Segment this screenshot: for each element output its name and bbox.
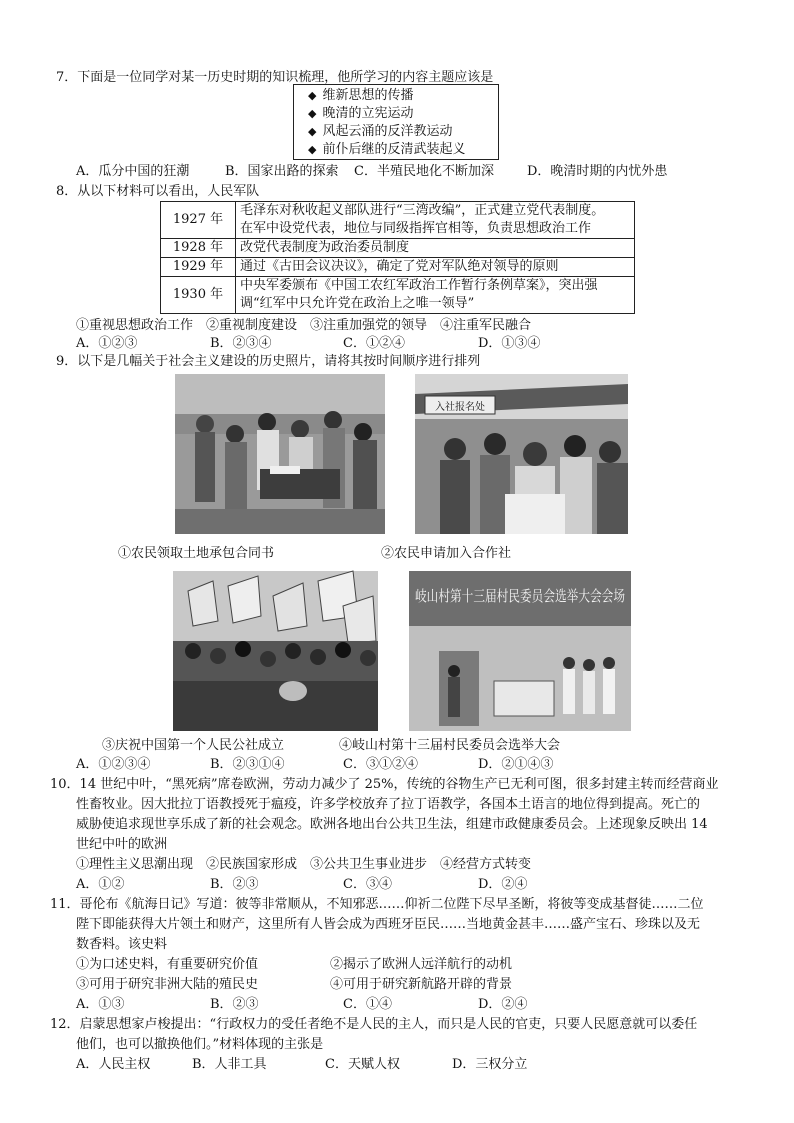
q10-line-4: 世纪中叶的欧洲 bbox=[76, 837, 168, 852]
q7-option-a: A．瓜分中国的狂潮 bbox=[76, 164, 190, 179]
sign-text: 入社报名处 bbox=[435, 402, 485, 413]
q11-statement-4: ④可用于研究新航路开辟的背景 bbox=[330, 977, 513, 992]
q9-option-c: C．③①②④ bbox=[343, 757, 418, 772]
q12-option-b: B．人非工具 bbox=[192, 1057, 267, 1072]
q7-box-item: ◆ 晚清的立宪运动 bbox=[308, 106, 414, 121]
q10-line-1: 10．14 世纪中叶，“黑死病”席卷欧洲，劳动力减少了 25%，传统的谷物生产已无利可图，很多封建主转而经营商业 bbox=[50, 777, 719, 792]
q7-option-b: B．国家出路的探索 bbox=[225, 164, 339, 179]
q10-option-d: D．②④ bbox=[478, 877, 528, 892]
q9-stem: 9．以下是几幅关于社会主义建设的历史照片，请将其按时间顺序进行排列 bbox=[56, 354, 481, 369]
photo-village-election bbox=[409, 571, 631, 731]
table-row bbox=[161, 202, 635, 239]
table-row bbox=[161, 239, 635, 258]
q11-line-2: 陛下即能获得大片领土和财产，这里所有人皆会成为西班牙臣民……当地黄金甚丰……盛产宝石、珍珠以及无 bbox=[76, 917, 701, 932]
q7-box-item: ◆ 前仆后继的反清武装起义 bbox=[308, 142, 466, 157]
q8-stem: 8．从以下材料可以看出，人民军队 bbox=[56, 184, 260, 199]
q7-box-item: ◆ 维新思想的传播 bbox=[308, 88, 414, 103]
q11-option-b: B．②③ bbox=[210, 997, 259, 1012]
q8-option-c: C．①②④ bbox=[343, 336, 405, 351]
table-cell-year: 1927 年 bbox=[161, 202, 236, 239]
q9-caption-1: ①农民领取土地承包合同书 bbox=[118, 546, 275, 561]
table-row bbox=[161, 258, 635, 277]
q11-option-a: A．①③ bbox=[76, 997, 125, 1012]
q9-option-a: A．①②③④ bbox=[76, 757, 151, 772]
banner-text: 岐山村第十三届村民委员会选举大会会场 bbox=[415, 587, 625, 605]
q10-option-b: B．②③ bbox=[210, 877, 259, 892]
q11-line-1: 11．哥伦布《航海日记》写道：彼等非常顺从，不知邪恶……仰祈二位陛下尽早圣断，将彼等变成基督徒……二位 bbox=[50, 897, 704, 912]
q9-caption-2: ②农民申请加入合作社 bbox=[381, 546, 512, 561]
q8-option-d: D．①③④ bbox=[478, 336, 541, 351]
table-cell-event: 中央军委颁布《中国工农红军政治工作暂行条例草案》，突出强 调“红军中只允许党在政治上之唯一领导” bbox=[236, 277, 635, 314]
table-cell-year: 1930 年 bbox=[161, 277, 236, 314]
q10-line-3: 威胁使追求现世享乐成了新的社会观念。欧洲各地出台公共卫生法，组建市政健康委员会。上述现象反映出 14 bbox=[76, 817, 708, 832]
q8-option-a: A．①②③ bbox=[76, 336, 138, 351]
q9-option-b: B．②③①④ bbox=[210, 757, 285, 772]
q9-caption-4: ④岐山村第十三届村民委员会选举大会 bbox=[339, 738, 561, 753]
q7-box-item: ◆ 风起云涌的反洋教运动 bbox=[308, 124, 453, 139]
q8-option-b: B．②③④ bbox=[210, 336, 272, 351]
table-row bbox=[161, 277, 635, 314]
table-cell-event: 改党代表制度为政治委员制度 bbox=[236, 239, 635, 258]
q9-caption-3: ③庆祝中国第一个人民公社成立 bbox=[102, 738, 285, 753]
q12-line-2: 他们，也可以撤换他们。”材料体现的主张是 bbox=[76, 1037, 324, 1052]
q10-line-2: 性畜牧业。因大批拉丁语教授死于瘟疫，许多学校放弃了拉丁语教学，各国本土语言的地位得到提高。死亡的 bbox=[76, 797, 701, 812]
q7-option-d: D．晚清时期的内忧外患 bbox=[527, 164, 668, 179]
q11-statement-3: ③可用于研究非洲大陆的殖民史 bbox=[76, 977, 259, 992]
q10-option-a: A．①② bbox=[76, 877, 125, 892]
q7-option-c: C．半殖民地化不断加深 bbox=[354, 164, 494, 179]
q11-statement-1: ①为口述史料，有重要研究价值 bbox=[76, 957, 259, 972]
q7-topic-box bbox=[293, 84, 499, 160]
q12-option-c: C．天赋人权 bbox=[325, 1057, 400, 1072]
photo-people-commune bbox=[173, 571, 378, 731]
q11-option-d: D．②④ bbox=[478, 997, 528, 1012]
q8-material-table bbox=[160, 201, 635, 314]
q12-option-a: A．人民主权 bbox=[76, 1057, 151, 1072]
q11-option-c: C．①④ bbox=[343, 997, 392, 1012]
table-cell-year: 1929 年 bbox=[161, 258, 236, 277]
q9-option-d: D．②①④③ bbox=[478, 757, 554, 772]
photo-land-contract bbox=[175, 374, 385, 534]
q12-option-d: D．三权分立 bbox=[452, 1057, 528, 1072]
q8-statements: ①重视思想政治工作 ②重视制度建设 ③注重加强党的领导 ④注重军民融合 bbox=[76, 318, 532, 333]
table-cell-year: 1928 年 bbox=[161, 239, 236, 258]
q10-option-c: C．③④ bbox=[343, 877, 392, 892]
q11-line-3: 数香料。该史料 bbox=[76, 937, 168, 952]
table-cell-event: 通过《古田会议决议》，确定了党对军队绝对领导的原则 bbox=[236, 258, 635, 277]
q11-statement-2: ②揭示了欧洲人远洋航行的动机 bbox=[330, 957, 513, 972]
photo-join-cooperative bbox=[415, 374, 628, 534]
q12-line-1: 12．启蒙思想家卢梭提出：“行政权力的受任者绝不是人民的主人，而只是人民的官吏，只要人民愿意就可以委任 bbox=[50, 1017, 698, 1032]
table-cell-event: 毛泽东对秋收起义部队进行“三湾改编”，正式建立党代表制度。 在军中设党代表，地位与同级指挥官相等，负责思想政治工作 bbox=[236, 202, 635, 239]
q10-statements: ①理性主义思潮出现 ②民族国家形成 ③公共卫生事业进步 ④经营方式转变 bbox=[76, 857, 532, 872]
q7-stem: 7．下面是一位同学对某一历史时期的知识梳理，他所学习的内容主题应该是 bbox=[56, 70, 494, 85]
